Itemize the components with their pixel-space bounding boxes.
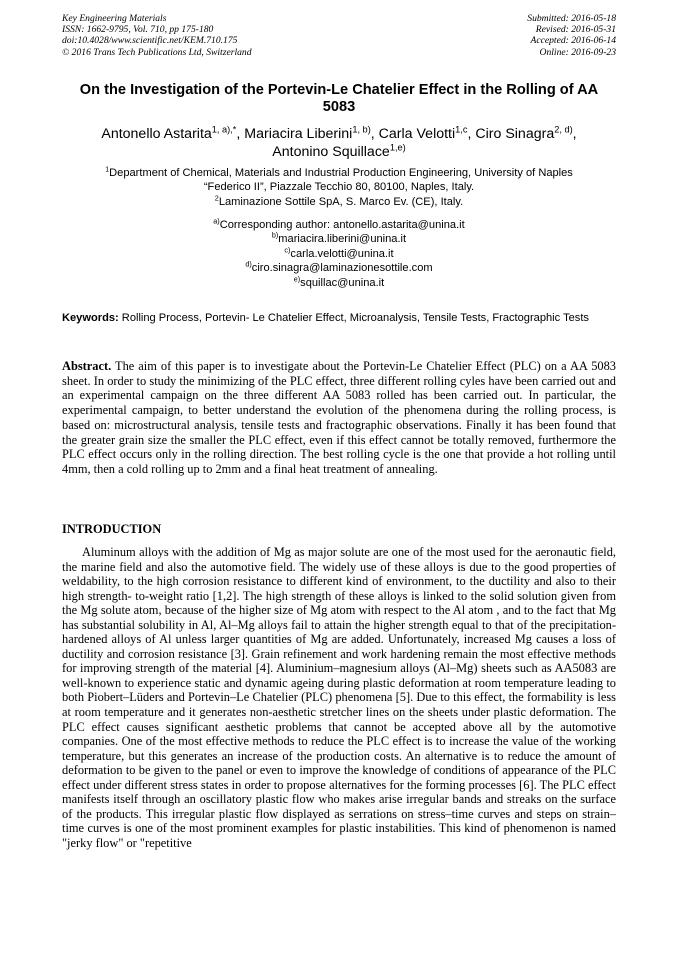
- section-heading-introduction: INTRODUCTION: [62, 522, 162, 536]
- introduction-paragraph: Aluminum alloys with the addition of Mg as major solute are one of the most used for the aeronautic field, the marine field and also the automotive field. The widely use of these alloys is due to the good properties of weldability, to the high corrosion resistance to different kind of environment, to the ductility and also to their high strength- to-weight ratio [1,2]. The high strength of these alloys is linked to the solid solution given from the Mg solute atom, because of the higher size of Mg atom with respect to the Al atom , and to the fact that Mg has substantial solubility in Al, Al–Mg alloys fail to attain the higher strength equal to that of the precipitation-hardened alloys of Al unless larger quantities of Mg are added. Unfortunately, increased Mg causes a loss of ductility and corrosion resistance [3]. Grain refinement and work hardening remain the most effective methods for improving strength of the material [4]. Aluminium–magnesium alloys (Al–Mg) sheets such as AA5083 are well-known to experience static and dynamic ageing during plastic deformation at room temperature leading to both Piobert–Lüders and Portevin–Le Chatelier (PLC) phenomena [5]. Due to this effect, the formability is less at room temperature and it generates non-aesthetic stretcher lines on the sheets under plastic deformation. The PLC effect causes significant aesthetic problems that cannot be accepted above all by the automotive companies. One of the most effective methods to reduce the PLC effect is to increase the value of the working temperature, but this generates an increase of the production costs. An alternative is to reduce the amount of deformation to be given to the panel or even to improve the knowledge of conditions of appearance of the PLC effect under different stress states in order to propose alternatives for the forming processes [6]. The PLC effect manifests itself through an oscillatory plastic flow who makes arise irregular bands and streaks on the surface of the products. This irregular plastic flow displayed as serrations on stress–time curves and steps on strain–time curves is one of the most prominent examples for plastic instabilities. This kind of phenomenon is named "jerky flow" or "repetitive: [62, 545, 616, 850]
- author-affil-marker: 1, a),*: [211, 124, 237, 135]
- email-list: [62, 218, 616, 290]
- abstract: [62, 359, 616, 477]
- journal-doi: doi:10.4028/www.scientific.net/KEM.710.175: [62, 35, 238, 47]
- accepted-date: Accepted: 2016-06-14: [530, 35, 616, 47]
- author-affil-marker: 2, d): [554, 124, 573, 135]
- email-item: $^{b)}$mariacira.liberini@unina.it: [271, 230, 407, 246]
- submitted-date: Submitted: 2016-05-18: [527, 13, 616, 24]
- abstract-label: Abstract.: [62, 359, 112, 373]
- keywords-text: Rolling Process, Portevin- Le Chatelier Effect, Microanalysis, Tensile Tests, Fractographic Tests: [118, 312, 589, 324]
- author-affil-marker: 1, b): [352, 124, 371, 135]
- revised-date: Revised: 2016-05-31: [535, 24, 616, 36]
- submission-dates: [527, 13, 616, 58]
- affiliation-1-address: “Federico II”, Piazzale Tecchio 80, 80100, Naples, Italy.: [203, 181, 475, 194]
- keywords: [62, 312, 616, 326]
- author-affil-marker: 1,e): [389, 142, 406, 153]
- journal-issn: ISSN: 1662-9795, Vol. 710, pp 175-180: [62, 24, 214, 36]
- author-name: Antonello Astarita: [101, 126, 212, 142]
- email-item: $^{c)}$carla.velotti@unina.it: [284, 245, 394, 260]
- journal-info: [62, 13, 252, 58]
- paper-title: On the Investigation of the Portevin-Le Chatelier Effect in the Rolling of AA 5083: [79, 82, 599, 115]
- email-item: $^{e)}$squillac@unina.it: [293, 273, 385, 289]
- email-item: $^{d)}$ciro.sinagra@laminazionesottile.com: [245, 259, 433, 275]
- journal-copyright: © 2016 Trans Tech Publications Ltd, Switzerland: [62, 46, 252, 58]
- email-corresponding: $^{a)}$Corresponding author: antonello.astarita@unina.it: [213, 216, 465, 231]
- author-name: Antonino Squillace: [272, 144, 390, 160]
- author-list: Antonello Astarita$^{1, a),*}$, Mariacira Liberini$^{1, b)}$, Carla Velotti$^{1,c}$, Ciro Sinagra$^{2, d)}$, Antonino Squillace$^{1,e)}$: [101, 124, 577, 160]
- affiliation-1: $^1$Department of Chemical, Materials and Industrial Production Engineering, University of Naples: [105, 164, 573, 179]
- author-name: Mariacira Liberini: [244, 126, 353, 142]
- affiliations: [62, 166, 616, 209]
- author-name: Carla Velotti: [378, 126, 456, 142]
- author-affil-marker: 1,c: [455, 124, 468, 135]
- online-date: Online: 2016-09-23: [539, 46, 616, 58]
- abstract-text: The aim of this paper is to investigate about the Portevin-Le Chatelier Effect (PLC) on a AA 5083 sheet. In order to study the minimizing of the PLC effect, three different rolling cyles have been carried out and an experimental campaign on the three different AA 5083 rolled has been carried out. In particular, the experimental campaign, to better understand the evolution of the phenomena during the rolling process, is based on: microstructural analysis, tensile tests and fractographic observations. Finally it has been found that the greater grain size the smaller the PLC effect, even if this effect cannot be totally removed, furthermore the PLC effect occurs only in the rolling direction. The best rolling cycle is the one that provide a hot rolling until 4mm, then a cold rolling up to 2mm and a final heat treatment of annealing.: [62, 359, 616, 476]
- affiliation-2: $^2$Laminazione Sottile SpA, S. Marco Ev. (CE), Italy.: [214, 193, 464, 208]
- keywords-label: Keywords:: [62, 312, 119, 324]
- author-name: Ciro Sinagra: [475, 126, 555, 142]
- journal-name: Key Engineering Materials: [62, 13, 167, 24]
